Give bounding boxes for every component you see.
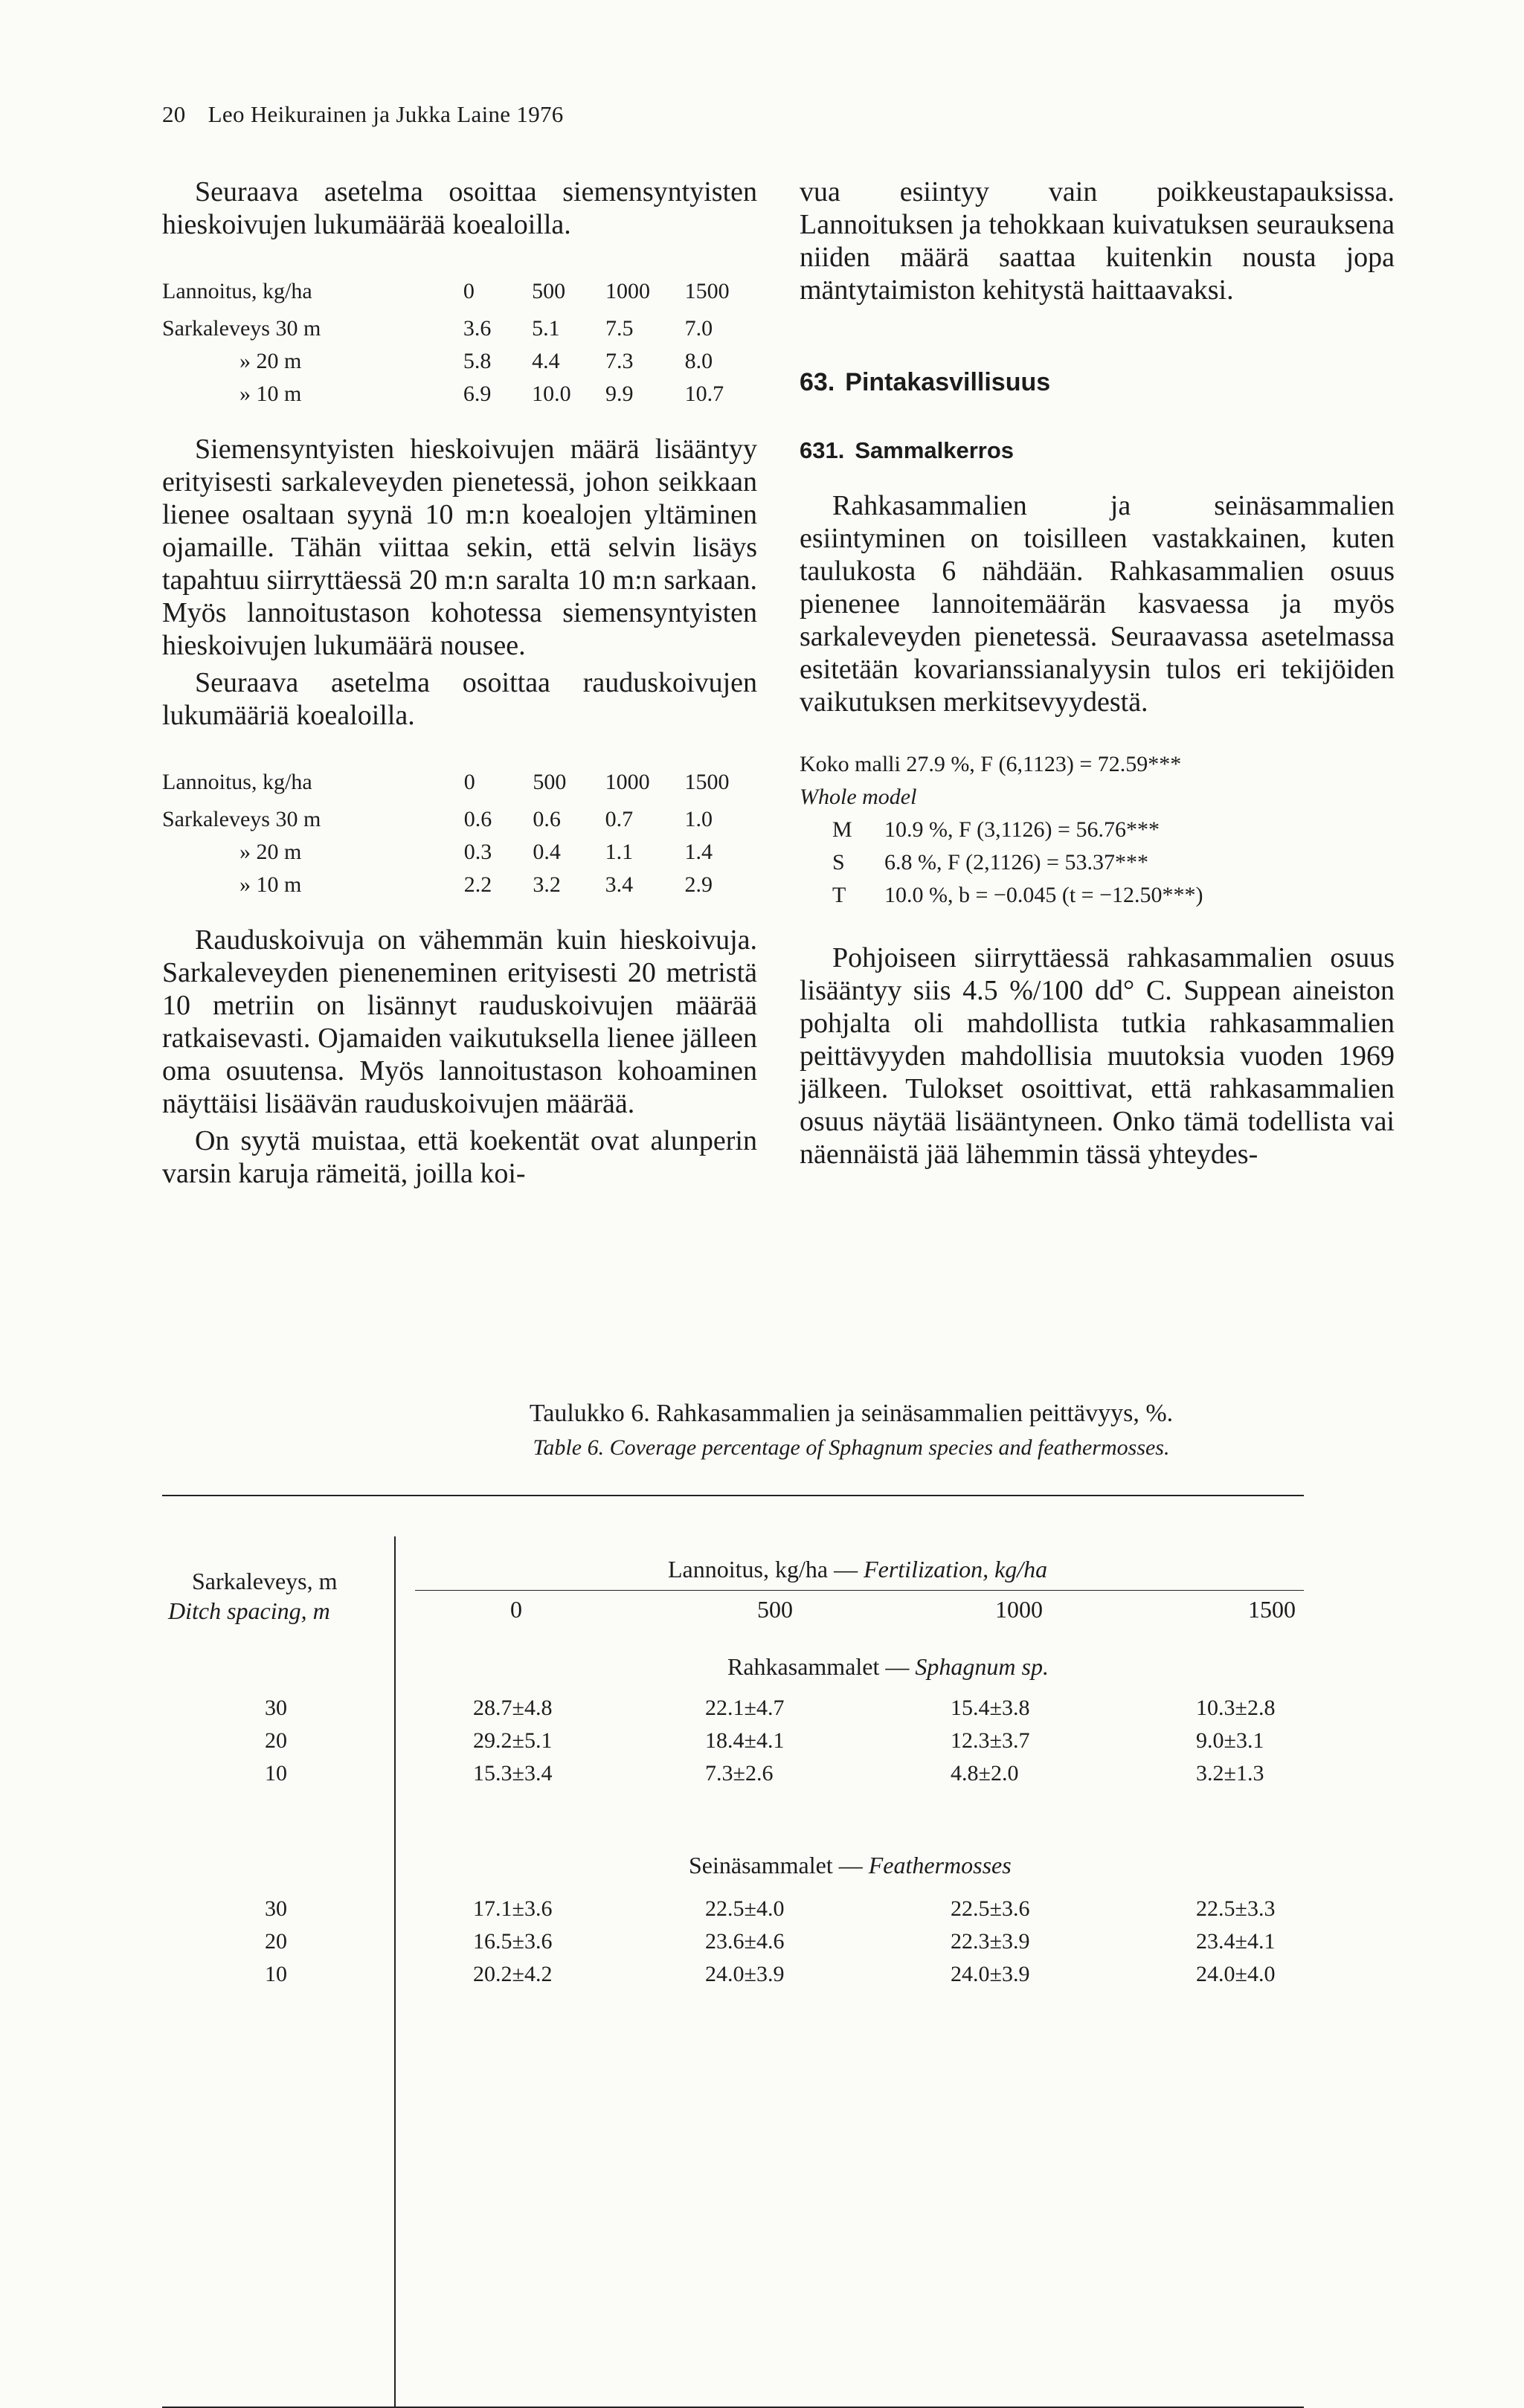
- table-cell: 3.2: [533, 872, 561, 897]
- table-cell: 3.2±1.3: [1196, 1761, 1264, 1786]
- row-label: 10: [265, 1761, 287, 1786]
- table-cell: 7.3±2.6: [705, 1761, 774, 1786]
- table-cell: 10.7: [684, 382, 724, 406]
- body-paragraph-5: Pohjoiseen siirryttäessä rahkasammalien osuus lisääntyy siis 4.5 %/100 dd° C. Suppean aineiston pohjalta oli mahdollista tutkia rahkasammalien peittävyyden mahdollisia muutoksia vuoden 1969 jälkeen. Tulokset osoittivat, että rahkasammalien osuus näytää lisääntyneen. Onko tämä todellista vai näennäistä jää lähemmin tässä yhteydes-: [800, 942, 1395, 1170]
- running-title: Leo Heikurainen ja Jukka Laine 1976: [208, 101, 564, 127]
- table-cell: 2.2: [463, 872, 492, 897]
- row-header-english: Ditch spacing, m: [168, 1597, 330, 1624]
- stats-value: 10.0 %, b = −0.045 (t = −12.50***): [884, 883, 1203, 907]
- table-cell: 16.5±3.6: [473, 1929, 553, 1954]
- table-cell: 0.6: [533, 807, 561, 831]
- table-cell: 15.3±3.4: [473, 1761, 553, 1786]
- continued-paragraph: vua esiintyy vain poikkeustapauksissa. Lannoituksen ja tehokkaan kuivatuksen seurauksena niiden määrä saattaa kuitenkin nousta jopa mäntytaimiston kehitystä haittaavaksi.: [800, 176, 1395, 306]
- table-cell: 0.4: [533, 840, 561, 864]
- table-row: [162, 312, 757, 345]
- table-header-cell: 500: [533, 770, 567, 794]
- column-header-fi: Lannoitus, kg/ha —: [668, 1556, 858, 1583]
- body-paragraph-4: Rahkasammalien ja seinäsammalien esiintyminen on toisilleen vastakkainen, kuten taulukosta 6 nähdään. Rahkasammalien osuus pienenee lannoitemäärän kasvaessa ja myös sarkaleveyden pienetessä. Seuraavassa asetelmassa esitetään kovarianssianalyysin tulos eri tekijöiden vaikutuksen merkitsevyydestä.: [800, 490, 1395, 718]
- covariance-results: [800, 748, 1395, 912]
- full-model-text: Koko malli 27.9 %, F (6,1123) = 72.59***: [800, 752, 1182, 776]
- table-cell: 17.1±3.6: [473, 1896, 553, 1921]
- table-cell: 5.1: [532, 316, 560, 341]
- intro-paragraph-2: Seuraava asetelma osoittaa rauduskoivujen lukumääriä koealoilla.: [162, 667, 757, 731]
- row-label: Sarkaleveys 30 m: [162, 807, 321, 831]
- table-cell: 7.0: [684, 316, 713, 341]
- group-title-en: Feathermosses: [868, 1852, 1012, 1879]
- column-label: 500: [757, 1596, 793, 1623]
- column-label: 1500: [1248, 1596, 1296, 1623]
- row-header: Sarkaleveys, m: [192, 1568, 338, 1594]
- row-label: » 20 m: [239, 840, 302, 864]
- table-cell: 22.5±3.6: [951, 1896, 1030, 1921]
- table-cell: 20.2±4.2: [473, 1962, 553, 1986]
- table-cell: 2.9: [684, 872, 713, 897]
- group-heading-sphagnum: [727, 1653, 1049, 1681]
- table-top-rule: [162, 1495, 1304, 1496]
- birch-seedling-table: [162, 271, 757, 411]
- table-row: [162, 378, 757, 411]
- table-header-cell: 500: [532, 279, 566, 303]
- table-cell: 1.4: [684, 840, 713, 864]
- stats-row-m: [800, 814, 1395, 846]
- left-column: [162, 176, 757, 1194]
- table-row: [162, 836, 757, 869]
- table-cell: 12.3±3.7: [951, 1728, 1030, 1753]
- table-header-label: Lannoitus, kg/ha: [162, 279, 312, 303]
- table-cell: 22.1±4.7: [705, 1696, 785, 1720]
- table-cell: 18.4±4.1: [705, 1728, 785, 1753]
- stats-row-s: [800, 846, 1395, 879]
- row-label: 30: [265, 1696, 287, 1720]
- table-cell: 3.6: [463, 316, 492, 341]
- whole-model-label: Whole model: [800, 785, 917, 809]
- table-cell: 10.0: [532, 382, 571, 406]
- table-cell: 9.0±3.1: [1196, 1728, 1264, 1753]
- table-cell: 10.3±2.8: [1196, 1696, 1276, 1720]
- subsection-number: 631.: [800, 437, 845, 463]
- page-number: 20: [162, 101, 186, 127]
- table-cell: 8.0: [684, 349, 713, 373]
- table-cell: 9.9: [605, 382, 634, 406]
- subsection-heading: [800, 434, 1395, 467]
- row-label: » 10 m: [239, 382, 302, 406]
- group-title-fi: Rahkasammalet —: [727, 1653, 910, 1680]
- table-cell: 22.5±3.3: [1196, 1896, 1276, 1921]
- table-cell: 1.0: [684, 807, 713, 831]
- row-label: 20: [265, 1728, 287, 1753]
- table-cell: 5.8: [463, 349, 492, 373]
- table-cell: 28.7±4.8: [473, 1696, 553, 1720]
- row-label: 20: [265, 1929, 287, 1954]
- group-title-fi: Seinäsammalet —: [689, 1852, 863, 1879]
- table-cell: 23.6±4.6: [705, 1929, 785, 1954]
- table-row: [162, 869, 757, 901]
- row-label: 10: [265, 1962, 287, 1986]
- table-cell: 24.0±3.9: [705, 1962, 785, 1986]
- table-row: [162, 803, 757, 836]
- table-cell: 22.3±3.9: [951, 1929, 1030, 1954]
- right-column: [800, 176, 1395, 1175]
- table-cell: 0.6: [463, 807, 492, 831]
- table-cell: 7.3: [605, 349, 634, 373]
- table-header-cell: 1000: [605, 770, 650, 794]
- table-cell: 1.1: [605, 840, 634, 864]
- section-number: 63.: [800, 368, 835, 396]
- stats-key: T: [832, 883, 846, 907]
- stats-key: S: [832, 850, 845, 875]
- table-row: [162, 345, 757, 378]
- table-header-cell: 0: [463, 770, 475, 794]
- column-header: [668, 1556, 1047, 1583]
- section-heading: [800, 366, 1395, 399]
- group-heading-feathermosses: [689, 1852, 1012, 1879]
- table-cell: 0.3: [463, 840, 492, 864]
- body-paragraph-2: Rauduskoivuja on vähemmän kuin hieskoivuja. Sarkaleveyden pieneneminen erityisesti 20 metristä 10 metriin on lisännyt rauduskoivujen määrää ratkaisevasti. Ojamaiden vaikutuksella lienee jälleen oma osuutensa. Myös lannoitustason kohoaminen näyttäisi lisäävän rauduskoivujen määrää.: [162, 924, 757, 1119]
- group-title-en: Sphagnum sp.: [915, 1653, 1049, 1680]
- table-cell: 4.8±2.0: [951, 1761, 1019, 1786]
- stats-row-t: [800, 879, 1395, 912]
- table-header-cell: 1500: [684, 770, 730, 794]
- table-header-cell: 0: [463, 279, 475, 303]
- table-caption-english: Table 6. Coverage percentage of Sphagnum species and feathermosses.: [533, 1435, 1170, 1460]
- stats-value: 6.8 %, F (2,1126) = 53.37***: [884, 850, 1148, 875]
- row-label: Sarkaleveys 30 m: [162, 316, 321, 341]
- table-cell: 0.7: [605, 807, 634, 831]
- intro-paragraph-1: Seuraava asetelma osoittaa siemensyntyisten hieskoivujen lukumäärää koealoilla.: [162, 176, 757, 240]
- section-title: Pintakasvillisuus: [845, 368, 1051, 396]
- table-cell: 7.5: [605, 316, 634, 341]
- column-label: 1000: [995, 1596, 1043, 1623]
- whole-model-row: [800, 781, 1395, 814]
- table-header-cell: 1000: [605, 279, 650, 303]
- table-header-rule: [415, 1590, 1304, 1591]
- table-header-row: [162, 271, 757, 312]
- body-paragraph-1: Siemensyntyisten hieskoivujen määrä lisääntyy erityisesti sarkaleveyden pienetessä, johon seikkaan lienee osaltaan syynä 10 m:n koealojen yltäminen ojamaille. Tähän viittaa sekin, että selvin lisäys tapahtuu siirryttäessä 20 m:n saralta 10 m:n sarkaan. Myös lannoitustason kohotessa siemensyntyisten hieskoivujen lukumäärä nousee.: [162, 434, 757, 661]
- table-cell: 22.5±4.0: [705, 1896, 785, 1921]
- column-header-en: Fertilization, kg/ha: [864, 1556, 1048, 1583]
- body-paragraph-3: On syytä muistaa, että koekentät ovat alunperin varsin karuja rämeitä, joilla koi-: [162, 1125, 757, 1189]
- table-cell: 29.2±5.1: [473, 1728, 553, 1753]
- row-label: » 10 m: [239, 872, 302, 897]
- column-label: 0: [510, 1596, 522, 1623]
- table-column-divider: [394, 1536, 396, 2407]
- table-cell: 24.0±4.0: [1196, 1962, 1276, 1986]
- table-cell: 23.4±4.1: [1196, 1929, 1276, 1954]
- table-cell: 6.9: [463, 382, 492, 406]
- running-head: [162, 101, 564, 128]
- row-label: 30: [265, 1896, 287, 1921]
- stats-value: 10.9 %, F (3,1126) = 56.76***: [884, 817, 1160, 842]
- table-header-row: [162, 762, 757, 803]
- silver-birch-table: [162, 762, 757, 901]
- table-header-cell: 1500: [684, 279, 730, 303]
- table-cell: 24.0±3.9: [951, 1962, 1030, 1986]
- table-cell: 15.4±3.8: [951, 1696, 1030, 1720]
- subsection-title: Sammalkerros: [855, 437, 1015, 463]
- table-caption: Taulukko 6. Rahkasammalien ja seinäsammalien peittävyys, %.: [529, 1400, 1174, 1427]
- table-cell: 3.4: [605, 872, 634, 897]
- row-label: » 20 m: [239, 349, 302, 373]
- table-header-label: Lannoitus, kg/ha: [162, 770, 312, 794]
- stats-key: M: [832, 817, 852, 842]
- table-cell: 4.4: [532, 349, 560, 373]
- full-model-row: [800, 748, 1395, 781]
